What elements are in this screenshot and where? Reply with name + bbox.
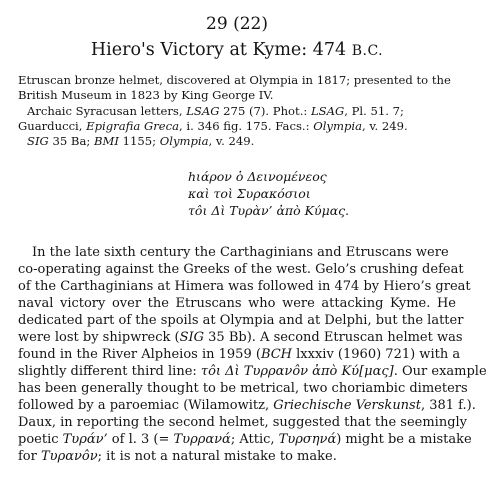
text-run: of l. 3 (= [107,432,174,447]
text-run: ; Attic, [230,432,279,447]
text-run: In the late sixth century the Carthaginians and Etruscans were [32,245,449,260]
italic-text: Epigrafia Greca [86,119,180,133]
text-run: slightly different third line: [18,364,201,379]
body-line [18,347,461,362]
italic-text: BMI [93,134,119,148]
meta-bibliography-line [18,119,408,133]
text-run: Daux, in reporting the second helmet, suggested that the seemingly [18,415,468,430]
body-line [18,313,464,328]
text-run: were lost by shipwreck ( [18,330,180,345]
text-run: 275 (7). Phot.: [219,104,311,118]
text-run: Archaic Syracusan letters, [27,104,187,118]
italic-text: SIG [179,330,205,345]
body-line [18,415,468,430]
italic-text: LSAG [310,104,345,118]
italic-text: Τυρσηνά [278,432,337,447]
text-run: 35 Bb). A second Etruscan helmet was [204,330,463,345]
text-run: , 381 f.). [420,398,476,413]
inscription-line-2: καὶ τοὶ Συρακόσιοι [188,186,311,201]
text-run: Guarducci, [18,119,87,133]
text-run: for [18,449,41,464]
body-line [18,262,464,277]
text-run: naval victory over the Etruscans who were attacking Kyme. He [18,296,456,311]
body-line [18,398,476,413]
meta-description-line-1: Etruscan bronze helmet, discovered at Olympia in 1817; presented to the [18,73,451,87]
text-run: , Pl. 51. 7; [344,104,404,118]
text-run: has been generally thought to be metrical, two choriambic dimeters [18,381,468,396]
text-run: ; it is not a natural mistake to make. [97,449,337,464]
meta-description-line-2: British Museum in 1823 by King George IV. [18,88,274,102]
text-run: lxxxiv (1960) 721) with a [292,347,461,362]
inscription-line-1: hιάρον ὁ Δεινομένεος [188,169,327,184]
title-era: B.C. [351,43,384,59]
text-run: 1155; [118,134,160,148]
italic-text: SIG [27,134,49,148]
text-run: . Our example [393,364,487,379]
text-run: followed by a paroemiac (Wilamowitz, [18,398,274,413]
italic-text: Τυρρανά [173,432,231,447]
page-title [0,40,474,60]
body-line [32,245,449,260]
title-text: Hiero's Victory at Kyme: 474 [90,40,347,60]
italic-text: Olympia [159,134,209,148]
text-run: found in the River Alpheios in 1959 ( [18,347,261,362]
italic-text: BCH [260,347,293,362]
text-run: ) might be a mistake [336,432,472,447]
text-run: , v. 249. [362,119,408,133]
body-line [18,330,463,345]
text-run: poetic [18,432,63,447]
meta-bibliography-line [27,104,404,118]
text-run: , i. 346 fig. 175. Facs.: [179,119,314,133]
body-line [18,279,471,294]
text-run: , v. 249. [208,134,255,148]
text-run: of the Carthaginians at Himera was followed in 474 by Hiero’s great [18,279,471,294]
italic-text: Olympia [313,119,363,133]
italic-text: Τυρανôν [41,449,98,464]
page-number: 29 (22) [206,14,268,34]
meta-bibliography-line [27,134,254,148]
italic-text: LSAG [186,104,220,118]
body-line [18,432,472,447]
text-run: dedicated part of the spoils at Olympia and at Delphi, but the latter [18,313,464,328]
text-run: co-operating against the Greeks of the west. Gelo’s crushing defeat [18,262,464,277]
inscription-line-3: τôι Δὶ Τυρὰν’ ἀπὸ Κύμας. [188,203,350,218]
text-run: 35 Ba; [48,134,94,148]
body-line [18,296,456,311]
italic-text: τôι Δὶ Τυρρανôν ἀπὸ Κύ[μας] [200,364,394,379]
italic-text: Τυράν’ [62,432,108,447]
italic-text: Griechische Verskunst [273,398,421,413]
body-line [18,381,468,396]
body-line [18,449,337,464]
body-line [18,364,487,379]
